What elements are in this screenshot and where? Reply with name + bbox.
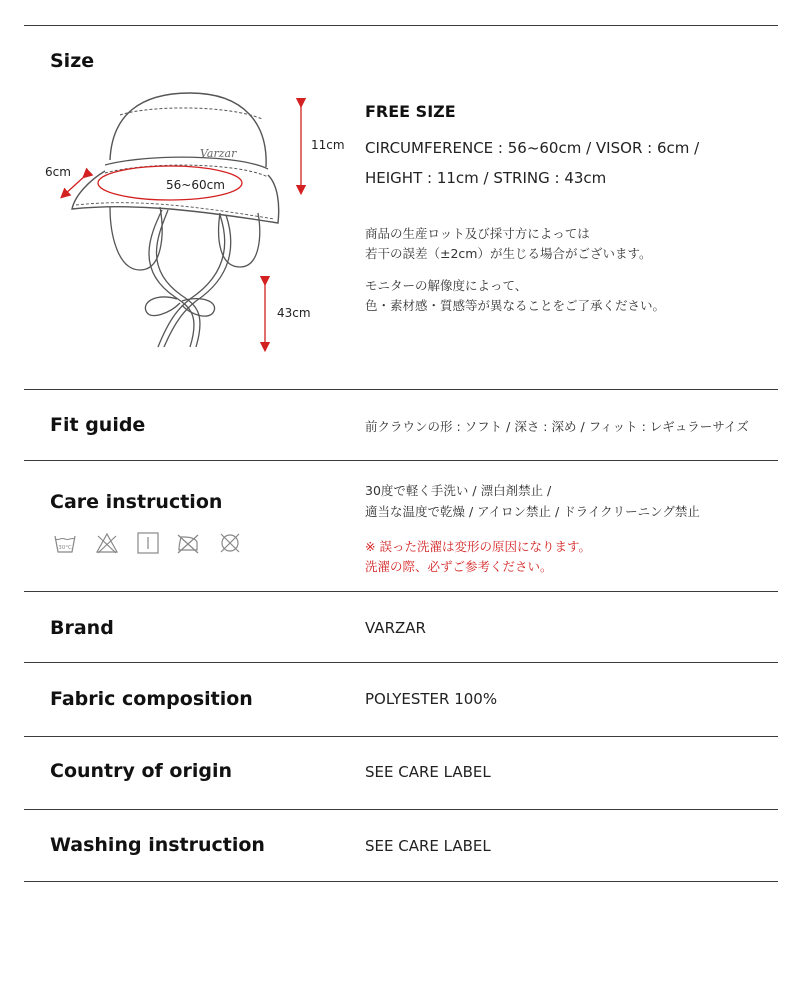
- no-dry-clean-icon: [218, 531, 242, 555]
- hat-diagram: [40, 85, 360, 365]
- svg-text:30°C: 30°C: [58, 545, 72, 551]
- hand-wash-icon: [53, 531, 77, 555]
- fit-guide-heading: Fit guide: [50, 414, 146, 436]
- svg-text:Varzar: Varzar: [200, 147, 237, 160]
- height-dimension: 11cm: [311, 138, 345, 152]
- visor-dimension: 6cm: [45, 165, 71, 179]
- size-note1-line1: 商品の生産ロット及び採寸方によっては: [365, 226, 590, 241]
- circumference-dimension: 56~60cm: [166, 178, 225, 192]
- fabric-composition-heading: Fabric composition: [50, 688, 253, 710]
- care-line1: 30度で軽く手洗い / 漂白剤禁止 /: [365, 483, 552, 498]
- no-iron-icon: [176, 531, 200, 555]
- divider-top: [24, 25, 778, 26]
- care-line2: 適当な温度で乾燥 / アイロン禁止 / ドライクリーニング禁止: [365, 504, 700, 519]
- no-bleach-icon: [95, 531, 119, 555]
- care-warning1: ※ 誤った洗濯は変形の原因になります。: [365, 539, 591, 554]
- size-spec-line2: HEIGHT : 11cm / STRING : 43cm: [365, 169, 607, 187]
- care-warning2: 洗濯の際、必ずご参考ください。: [365, 559, 553, 574]
- brand-value: VARZAR: [365, 619, 426, 637]
- divider: [24, 662, 778, 663]
- washing-instruction-heading: Washing instruction: [50, 834, 265, 856]
- divider: [24, 591, 778, 592]
- size-heading: Size: [50, 50, 95, 72]
- divider: [24, 460, 778, 461]
- size-spec-line1: CIRCUMFERENCE : 56~60cm / VISOR : 6cm /: [365, 139, 700, 157]
- divider: [24, 736, 778, 737]
- country-of-origin-value: SEE CARE LABEL: [365, 763, 491, 781]
- country-of-origin-heading: Country of origin: [50, 760, 233, 782]
- size-note1-line2: 若干の誤差（±2cm）が生じる場合がございます。: [365, 246, 652, 261]
- fabric-composition-value: POLYESTER 100%: [365, 690, 498, 708]
- string-dimension: 43cm: [277, 306, 311, 320]
- divider-bottom: [24, 881, 778, 882]
- washing-instruction-value: SEE CARE LABEL: [365, 837, 491, 855]
- brand-heading: Brand: [50, 617, 114, 639]
- size-note2-line2: 色・素材感・質感等が異なることをご了承ください。: [365, 298, 666, 313]
- free-size-label: FREE SIZE: [365, 102, 456, 121]
- tumble-dry-icon: [136, 531, 160, 555]
- size-note2-line1: モニターの解像度によって、: [365, 278, 528, 293]
- divider: [24, 389, 778, 390]
- care-instruction-heading: Care instruction: [50, 491, 223, 513]
- fit-guide-value: 前クラウンの形 : ソフト / 深さ : 深め / フィット : レギュラーサイズ: [365, 419, 749, 434]
- divider: [24, 809, 778, 810]
